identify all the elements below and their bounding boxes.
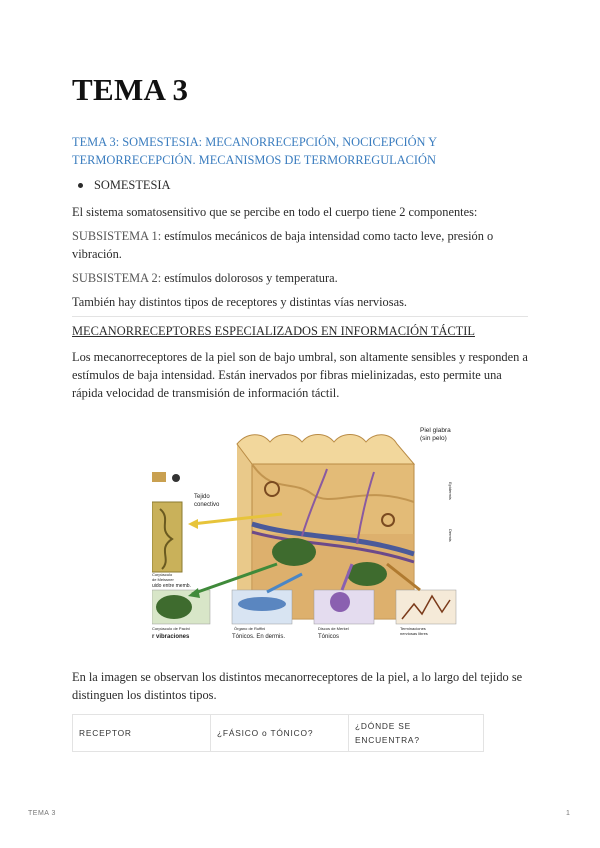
label-ruffini-2: Tónicos. En dermis. <box>232 634 286 640</box>
label-fluid: uido entre memb. <box>152 583 191 589</box>
label-meissner-2: de Meissner <box>152 577 174 582</box>
section-subtitle: TEMA 3: SOMESTESIA: MECANORRECEPCIÓN, NOCICEPCIÓN Y TERMORRECEPCIÓN. MECANISMOS DE TERMORREGULACIÓN <box>72 135 437 167</box>
subsystem-1-text: estímulos mecánicos de baja intensidad como tacto leve, presión o vibración. <box>72 229 494 261</box>
label-free: Terminaciones <box>400 626 426 631</box>
label-meissner: Corpúsculo <box>152 572 173 577</box>
table-header-cell: ¿FÁSICO o TÓNICO? <box>211 715 349 752</box>
label-pacini-2: r vibraciones <box>152 634 190 640</box>
bullet-text: SOMESTESIA <box>94 178 171 192</box>
table-header-row <box>73 715 484 752</box>
label-ruffini: Órgano de Ruffini <box>234 626 266 631</box>
table-header-cell: ¿DÓNDE SE ENCUENTRA? <box>349 715 484 752</box>
paragraph-figure-caption: En la imagen se observan los distintos mecanorreceptores de la piel, a lo largo del tejido se distinguen los distintos tipos. <box>72 670 523 702</box>
bullet-dot-icon <box>78 183 83 188</box>
receptor-table <box>72 714 484 752</box>
skin-mechanoreceptors-figure <box>152 424 462 644</box>
footer-title: TEMA 3 <box>28 810 56 817</box>
section-heading: MECANORRECEPTORES ESPECIALIZADOS EN INFORMACIÓN TÁCTIL <box>72 324 475 338</box>
label-merkel-2: Tónicos <box>318 634 340 640</box>
label-merkel: Discos de Merkel <box>318 626 349 631</box>
label-dermis: Dermis <box>448 529 453 542</box>
subsystem-2-text: estímulos dolorosos y temperatura. <box>161 271 338 285</box>
table-header-cell: RECEPTOR <box>73 715 211 752</box>
paragraph-mechanoreceptors: Los mecanorreceptores de la piel son de bajo umbral, son altamente sensibles y responden a estímulos de baja intensidad. Están inervados por fibras mielinizadas, esto permite una rápida velocidad de transmisión de información táctil. <box>72 350 528 400</box>
label-epidermis: Epidermis <box>448 482 453 500</box>
label-free-2: nerviosas libres <box>400 631 428 636</box>
paragraph-intro: El sistema somatosensitivo que se percibe en todo el cuerpo tiene 2 componentes: <box>72 205 478 219</box>
paragraph-receptors: También hay distintos tipos de receptores y distintas vías nerviosas. <box>72 295 407 309</box>
subsystem-1-label: SUBSISTEMA 1: <box>72 229 162 243</box>
label-pacini: Corpúsculo de Pacini <box>152 626 190 631</box>
label-tissue: Tejido <box>194 494 210 500</box>
page-number: 1 <box>566 810 570 817</box>
pacini-corpuscle-shape <box>272 538 316 566</box>
paragraph-subsystem-2 <box>72 269 338 287</box>
paragraph-subsystem-1 <box>72 227 532 263</box>
label-tissue-2: conectivo <box>194 502 220 508</box>
skin-surface <box>237 435 414 465</box>
page-title: TEMA 3 <box>72 72 189 107</box>
subsystem-2-label: SUBSISTEMA 2: <box>72 271 162 285</box>
bullet-item <box>78 178 170 193</box>
label-skin-2: (sin pelo) <box>420 435 447 442</box>
meissner-inset <box>152 502 182 572</box>
label-skin: Piel glabra <box>420 427 451 434</box>
divider <box>72 316 528 317</box>
